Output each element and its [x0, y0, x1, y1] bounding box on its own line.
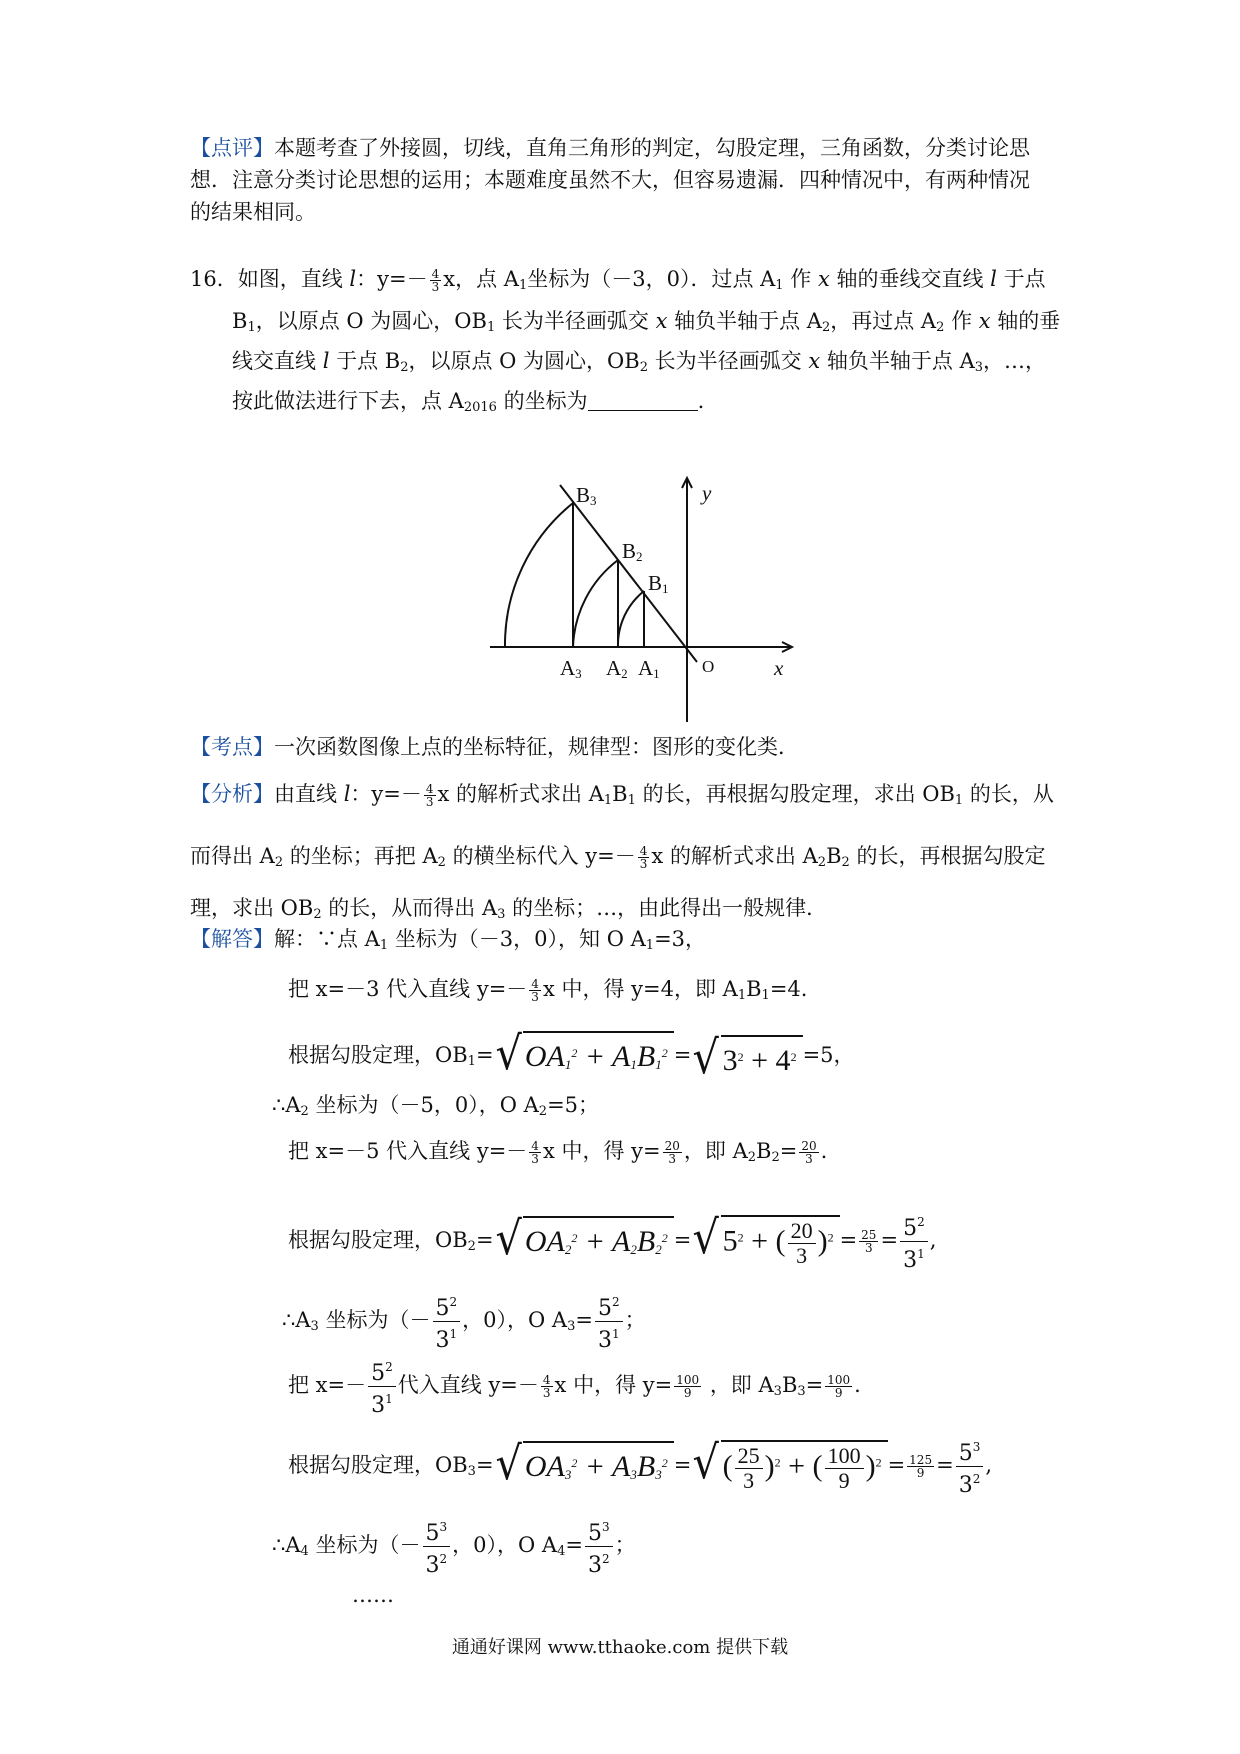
arc-1	[618, 591, 644, 647]
jieda-line-4: $\therefore A_2$ 坐标为（－5，0），O $A_2=5$；	[272, 1093, 600, 1119]
jieda-line-8: 把 x=－ $\frac{5^2}{3^1}$ 代入直线 y=－ $\frac{4}{3}$ x 中，得 y= $\frac{100}{9}$ ，即 $A_3B_3=$ $\frac{100}{9}$ .	[288, 1355, 861, 1418]
arc-2	[573, 560, 618, 647]
question-line-3: 线交直线 l 于点 $B_2$，以原点 O 为圆心，$OB_2$ 长为半径画弧交 x 轴负半轴于点 $A_3$，…，	[232, 349, 1047, 375]
label-B3: B3	[576, 483, 597, 508]
answer-blank	[588, 390, 698, 411]
geometry-figure	[480, 470, 800, 725]
label-B2: B2	[622, 539, 643, 564]
sqrt-25-100: √ ( $\frac{25}{3}$ )$^2$ + ( $\frac{100}{9}$ )$^2$	[691, 1440, 887, 1493]
kaodian-line: 【考点】一次函数图像上点的坐标特征，规律型：图形的变化类．	[190, 735, 799, 759]
question-line-4: 按此做法进行下去，点 $A_{2016}$ 的坐标为 .	[232, 389, 705, 415]
label-A1: A1	[638, 656, 660, 681]
label-y: y	[702, 481, 712, 505]
jieda-line-3: 根据勾股定理，$OB_1=$ √ $OA_1^2 + A_1B_1^2$ = √ $3^2 + 4^2$ =5，	[288, 1025, 855, 1084]
review-tag: 【点评】	[190, 136, 274, 160]
jieda-line-7: $\therefore A_3$ 坐标为（－ $\frac{5^2}{3^1}$ ，0），O $A_3=$ $\frac{5^2}{3^1}$ ；	[282, 1290, 646, 1353]
arc-3	[505, 503, 573, 647]
jieda-line-2: 把 x=－3 代入直线 y=－ $\frac{4}{3}$ x 中，得 y=4，即 $A_1B_1=4$.	[288, 977, 808, 1004]
question-line-2: $B_1$，以原点 O 为圆心，$OB_1$ 长为半径画弧交 x 轴负半轴于点 $A_2$，再过点 $A_2$ 作 x 轴的垂	[232, 309, 1061, 335]
sqrt-OB2: √ $OA_2^2 + A_2B_2^2$	[494, 1216, 674, 1268]
review-line-2: 想．注意分类讨论思想的运用；本题难度虽然不大，但容易遗漏．四种情况中，有两种情况	[190, 168, 1030, 192]
review-line-3: 的结果相同。	[190, 200, 316, 224]
review-line-1: 【点评】本题考查了外接圆，切线，直角三角形的判定，勾股定理，三角函数，分类讨论思	[190, 136, 1030, 160]
fenxi-line-3: 理，求出 $OB_2$ 的长，从而得出 $A_3$ 的坐标；…，由此得出一般规律．	[190, 896, 828, 922]
sqrt-OB3: √ $OA_3^2 + A_3B_3^2$	[494, 1441, 674, 1493]
jieda-line-5: 把 x=－5 代入直线 y=－ $\frac{4}{3}$ x 中，得 y= $\frac{20}{3}$ ，即 $A_2B_2=$ $\frac{20}{3}$ .	[288, 1139, 828, 1166]
label-B1: B1	[648, 571, 669, 596]
jieda-dots: ……	[352, 1583, 394, 1607]
sqrt-OB1: √ $OA_1^2 + A_1B_1^2$	[494, 1031, 674, 1083]
label-x: x	[774, 656, 784, 680]
sqrt-5-20-3: √ $5^2$ + ( $\frac{20}{3}$ )$^2$	[691, 1215, 839, 1268]
page-footer: 通通好课网 www.tthaoke.com 提供下载	[451, 1637, 789, 1658]
jieda-line-6: 根据勾股定理，$OB_2=$ √ $OA_2^2 + A_2B_2^2$ = √ $5^2$ + ( $\frac{20}{3}$ )$^2$ = $\frac{25}{3}$ = $\frac{5^2}{3^1}$ ,	[288, 1210, 937, 1273]
jieda-line-9: 根据勾股定理，$OB_3=$ √ $OA_3^2 + A_3B_3^2$ = √ ( $\frac{25}{3}$ )$^2$ + ( $\frac{100}{9}$ )$^2$ = $\frac{125}{9}$ = $\frac{5^3}{3^2}$ ,	[288, 1435, 993, 1498]
jieda-line-10: $\therefore A_4$ 坐标为（－ $\frac{5^3}{3^2}$ ，0），O $A_4=$ $\frac{5^3}{3^2}$ ；	[272, 1515, 636, 1578]
fenxi-line-2: 而得出 $A_2$ 的坐标；再把 $A_2$ 的横坐标代入 y=－ $\frac{4}{3}$ x 的解析式求出 $A_2B_2$ 的长，再根据勾股定	[190, 844, 1046, 871]
question-line-1: 16．如图，直线 l：y=－ $\frac{4}{3}$ x，点 $A_1$坐标为（－3，0）．过点 $A_1$ 作 x 轴的垂线交直线 l 于点	[190, 267, 1046, 294]
jieda-line-1: 【解答】解：∵点 $A_1$ 坐标为（－3，0），知 O $A_1=3$，	[190, 927, 707, 953]
label-A2: A2	[606, 656, 628, 681]
label-A3: A3	[560, 656, 582, 681]
fenxi-line-1: 【分析】由直线 l：y=－ $\frac{4}{3}$ x 的解析式求出 $A_1B_1$ 的长，再根据勾股定理，求出 $OB_1$ 的长，从	[190, 782, 1054, 809]
line-l	[560, 485, 697, 662]
sqrt-3-4: √ $3^2 + 4^2$	[691, 1035, 802, 1079]
label-O: O	[702, 657, 715, 676]
